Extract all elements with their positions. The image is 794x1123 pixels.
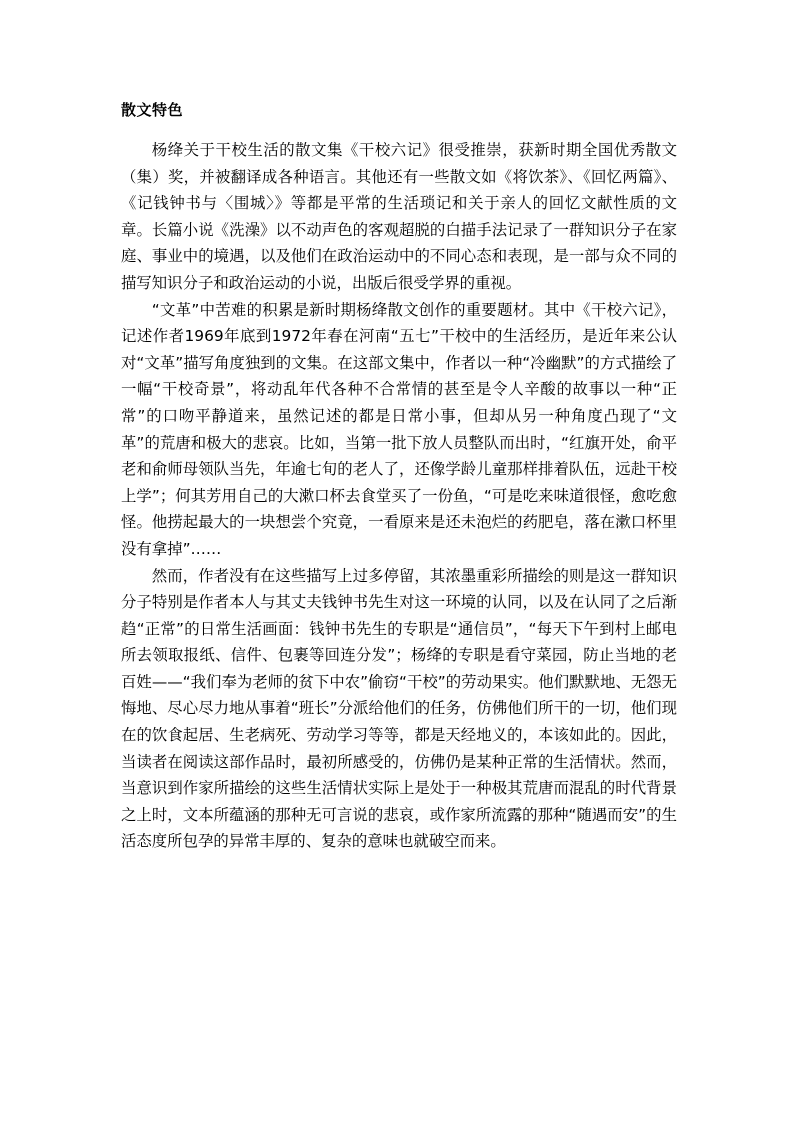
paragraph-1: 杨绛关于干校生活的散文集《干校六记》很受推崇，获新时期全国优秀散文（集）奖，并被翻译成各种语言。其他还有一些散文如《将饮茶》、《回忆两篇》、《记钱钟书与〈围城〉》等都是平常的生活琐记和关于亲人的回忆文献性质的文章。长篇小说《洗澡》以不动声色的客观超脱的白描手法记录了一群知识分子在家庭、事业中的境遇，以及他们在政治运动中的不同心态和表现，是一部与众不同的描写知识分子和政治运动的小说，出版后很受学界的重视。 [121, 141, 677, 292]
paragraph-2: “文革”中苦难的积累是新时期杨绛散文创作的重要题材。其中《干校六记》，记述作者1969年底到1972年春在河南“五七”干校中的生活经历，是近年来公认对“文革”描写角度独到的文集。在这部文集中，作者以一种“冷幽默”的方式描绘了一幅“干校奇景”，将动乱年代各种不合常情的甚至是令人辛酸的故事以一种“正常”的口吻平静道来，虽然记述的都是日常小事，但却从另一种角度凸现了“文革”的荒唐和极大的悲哀。比如，当第一批下放人员整队而出时，“红旗开处，俞平老和俞师母领队当先，年逾七旬的老人了，还像学龄儿童那样排着队伍，远赴干校上学”；何其芳用自己的大漱口杯去食堂买了一份鱼，“可是吃来味道很怪，愈吃愈怪。他捞起最大的一块想尝个究竟，一看原来是还未泡烂的药肥皂，落在漱口杯里没有拿掉”…… [121, 300, 677, 558]
section-heading: 散文特色 [121, 101, 184, 119]
document-body [121, 99, 677, 855]
paragraph-3: 然而，作者没有在这些描写上过多停留，其浓墨重彩所描绘的则是这一群知识分子特别是作者本人与其丈夫钱钟书先生对这一环境的认同，以及在认同了之后渐趋“正常”的日常生活画面：钱钟书先生的专职是“通信员”，“每天下午到村上邮电所去领取报纸、信件、包裹等回连分发”；杨绛的专职是看守菜园，防止当地的老百姓——“我们奉为老师的贫下中农”偷窃“干校”的劳动果实。他们默默地、无怨无悔地、尽心尽力地从事着“班长”分派给他们的任务，仿佛他们所干的一切，他们现在的饮食起居、生老病死、劳动学习等等，都是天经地义的，本该如此的。因此，当读者在阅读这部作品时，最初所感受的，仿佛仍是某种正常的生活情状。然而，当意识到作家所描绘的这些生活情状实际上是处于一种极其荒唐而混乱的时代背景之上时，文本所蕴涵的那种无可言说的悲哀，或作家所流露的那种“随遇而安”的生活态度所包孕的异常丰厚的、复杂的意味也就破空而来。 [121, 566, 677, 851]
